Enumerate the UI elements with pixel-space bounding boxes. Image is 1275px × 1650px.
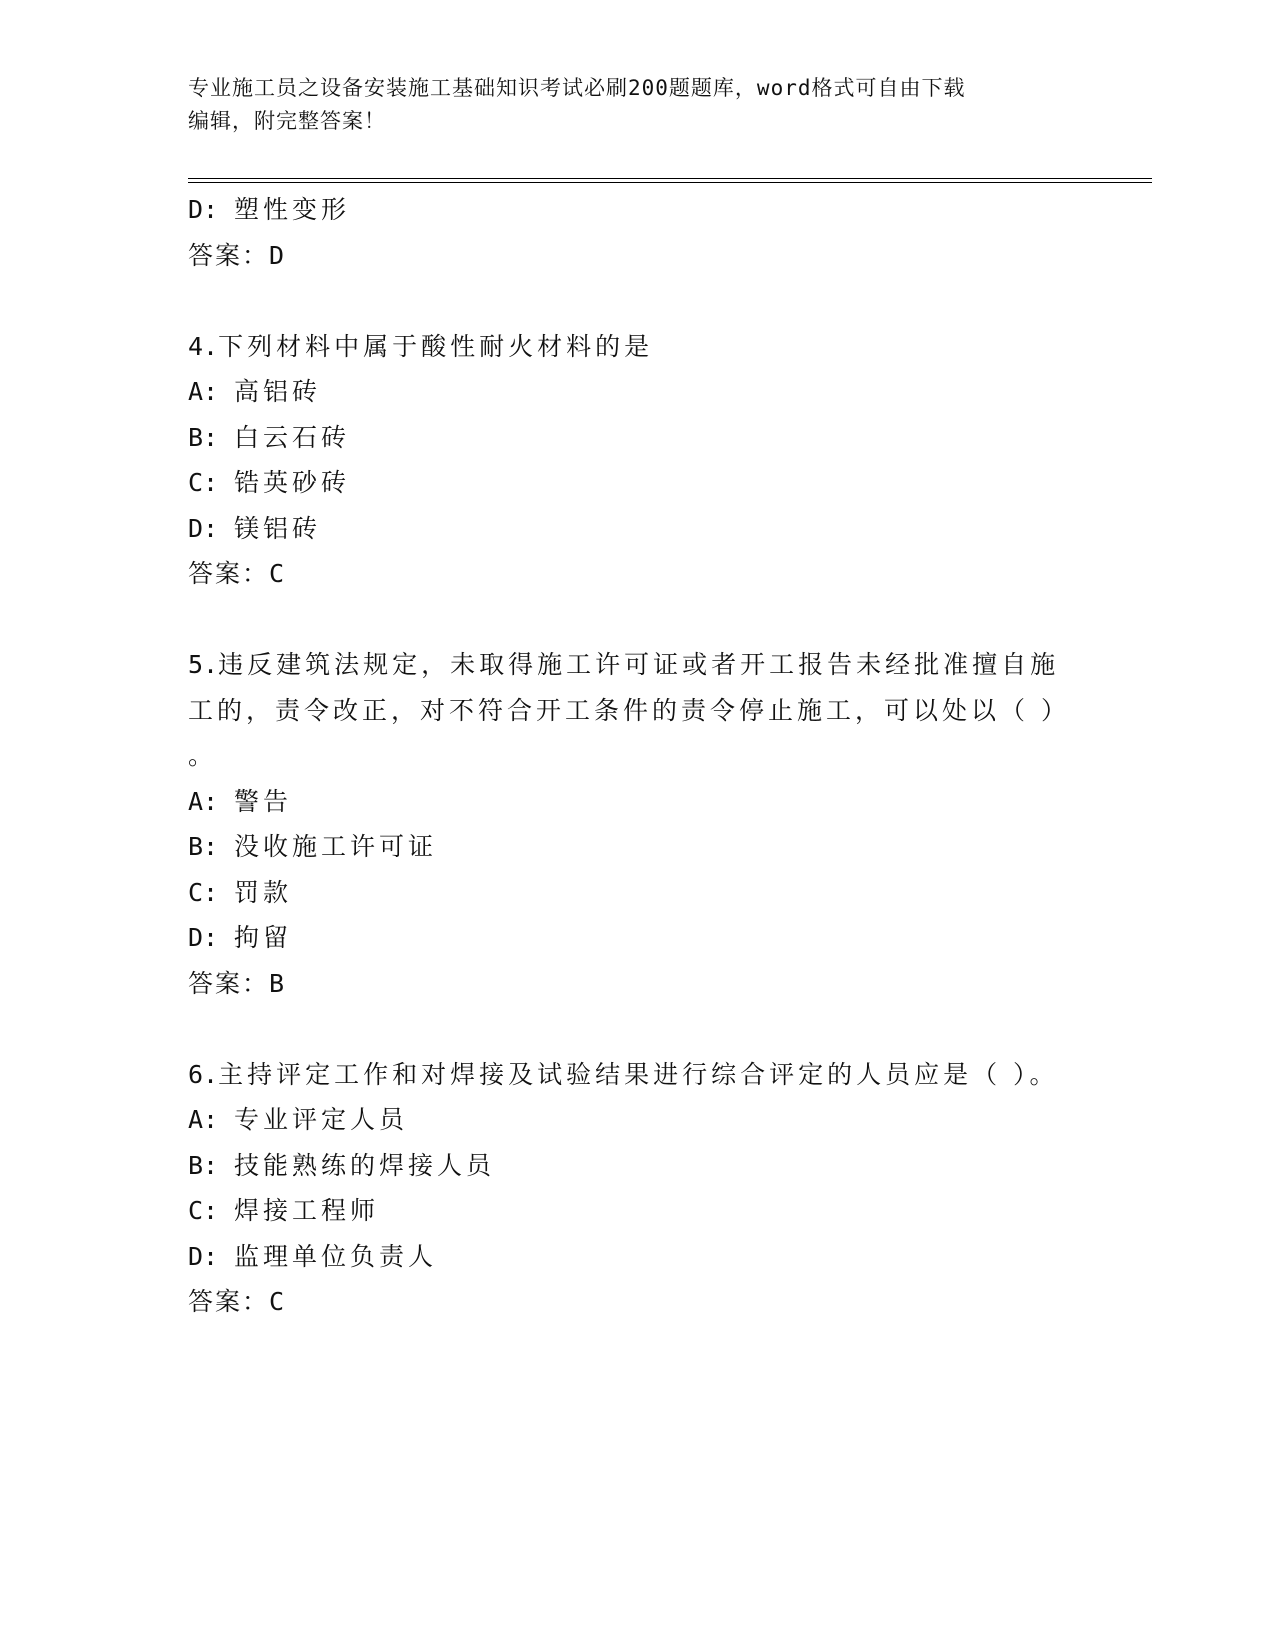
option-b	[188, 415, 1108, 461]
option-a	[188, 1097, 1108, 1143]
option-text: 锆英砂砖	[234, 468, 351, 497]
option-text: 技能熟练的焊接人员	[234, 1150, 496, 1180]
question-gap	[188, 597, 1108, 643]
header-divider-top	[188, 178, 1152, 179]
option-d	[188, 1234, 1108, 1280]
question-stem-continued: 工的，责令改正，对不符合开工条件的责令停止施工，可以处以（ ）	[188, 695, 1070, 725]
option-text: 高铝砖	[234, 377, 322, 406]
option-key: A:	[188, 1105, 219, 1134]
option-text: 镁铝砖	[234, 513, 322, 543]
question-block-5	[188, 642, 1108, 1006]
question-text: 主持评定工作和对焊接及试验结果进行综合评定的人员应是（ ）。	[218, 1059, 1059, 1089]
question-content	[188, 187, 1108, 1325]
answer-line	[188, 1279, 1108, 1325]
answer-line	[188, 551, 1108, 597]
question-text: 违反建筑法规定，未取得施工许可证或者开工报告未经批准擅自施	[218, 650, 1060, 679]
option-key: D:	[188, 923, 219, 952]
option-a	[188, 779, 1108, 825]
question-stem	[188, 1052, 1108, 1098]
option-c	[188, 1188, 1108, 1234]
option-key: C:	[188, 877, 219, 907]
option-text: 白云石砖	[234, 422, 351, 452]
answer-line	[188, 961, 1108, 1007]
option-a	[188, 369, 1108, 415]
document-header	[188, 72, 1068, 138]
answer-label: 答案：	[188, 559, 270, 588]
option-text: 焊接工程师	[234, 1196, 380, 1225]
option-text: 没收施工许可证	[234, 832, 438, 861]
question-stem-continued: 。	[188, 741, 218, 770]
answer-label: 答案：	[188, 1287, 270, 1316]
option-key: A:	[188, 786, 219, 816]
option-text: 专业评定人员	[234, 1105, 409, 1134]
option-key: C:	[188, 468, 219, 497]
header-divider-bottom	[188, 182, 1152, 183]
question-number: 4.	[188, 331, 219, 361]
option-key: A:	[188, 377, 219, 406]
option-key: B:	[188, 1150, 219, 1180]
answer-label: 答案：	[188, 968, 270, 998]
option-c	[188, 870, 1108, 916]
question-stem	[188, 642, 1108, 688]
answer-value: B	[269, 968, 287, 998]
answer-value: C	[269, 1287, 287, 1316]
option-d	[188, 187, 1108, 233]
question-block-6	[188, 1052, 1108, 1325]
question-gap	[188, 278, 1108, 324]
option-key: B:	[188, 832, 219, 861]
option-key: D:	[188, 513, 219, 543]
option-key: B:	[188, 422, 219, 452]
answer-value: C	[269, 559, 287, 588]
option-text: 罚款	[234, 877, 293, 907]
option-d	[188, 506, 1108, 552]
option-text: 监理单位负责人	[234, 1241, 438, 1271]
option-b	[188, 1143, 1108, 1189]
option-key: D:	[188, 1241, 219, 1271]
option-c	[188, 460, 1108, 506]
option-key: D:	[188, 195, 219, 224]
question-number: 5.	[188, 650, 219, 679]
option-text: 拘留	[234, 923, 293, 952]
option-text: 塑性变形	[234, 195, 351, 224]
question-text: 下列材料中属于酸性耐火材料的是	[218, 331, 654, 361]
question-gap	[188, 1006, 1108, 1052]
question-stem	[188, 324, 1108, 370]
answer-label: 答案：	[188, 240, 270, 270]
option-key: C:	[188, 1196, 219, 1225]
answer-value: D	[269, 240, 287, 270]
question-number: 6.	[188, 1059, 219, 1089]
option-d	[188, 915, 1108, 961]
header-title-line-2: 编辑，附完整答案！	[188, 109, 386, 133]
header-title-line-1: 专业施工员之设备安装施工基础知识考试必刷200题题库，word格式可自由下载	[188, 76, 966, 100]
option-b	[188, 824, 1108, 870]
answer-line	[188, 233, 1108, 279]
question-block-4	[188, 324, 1108, 597]
option-text: 警告	[234, 786, 293, 816]
